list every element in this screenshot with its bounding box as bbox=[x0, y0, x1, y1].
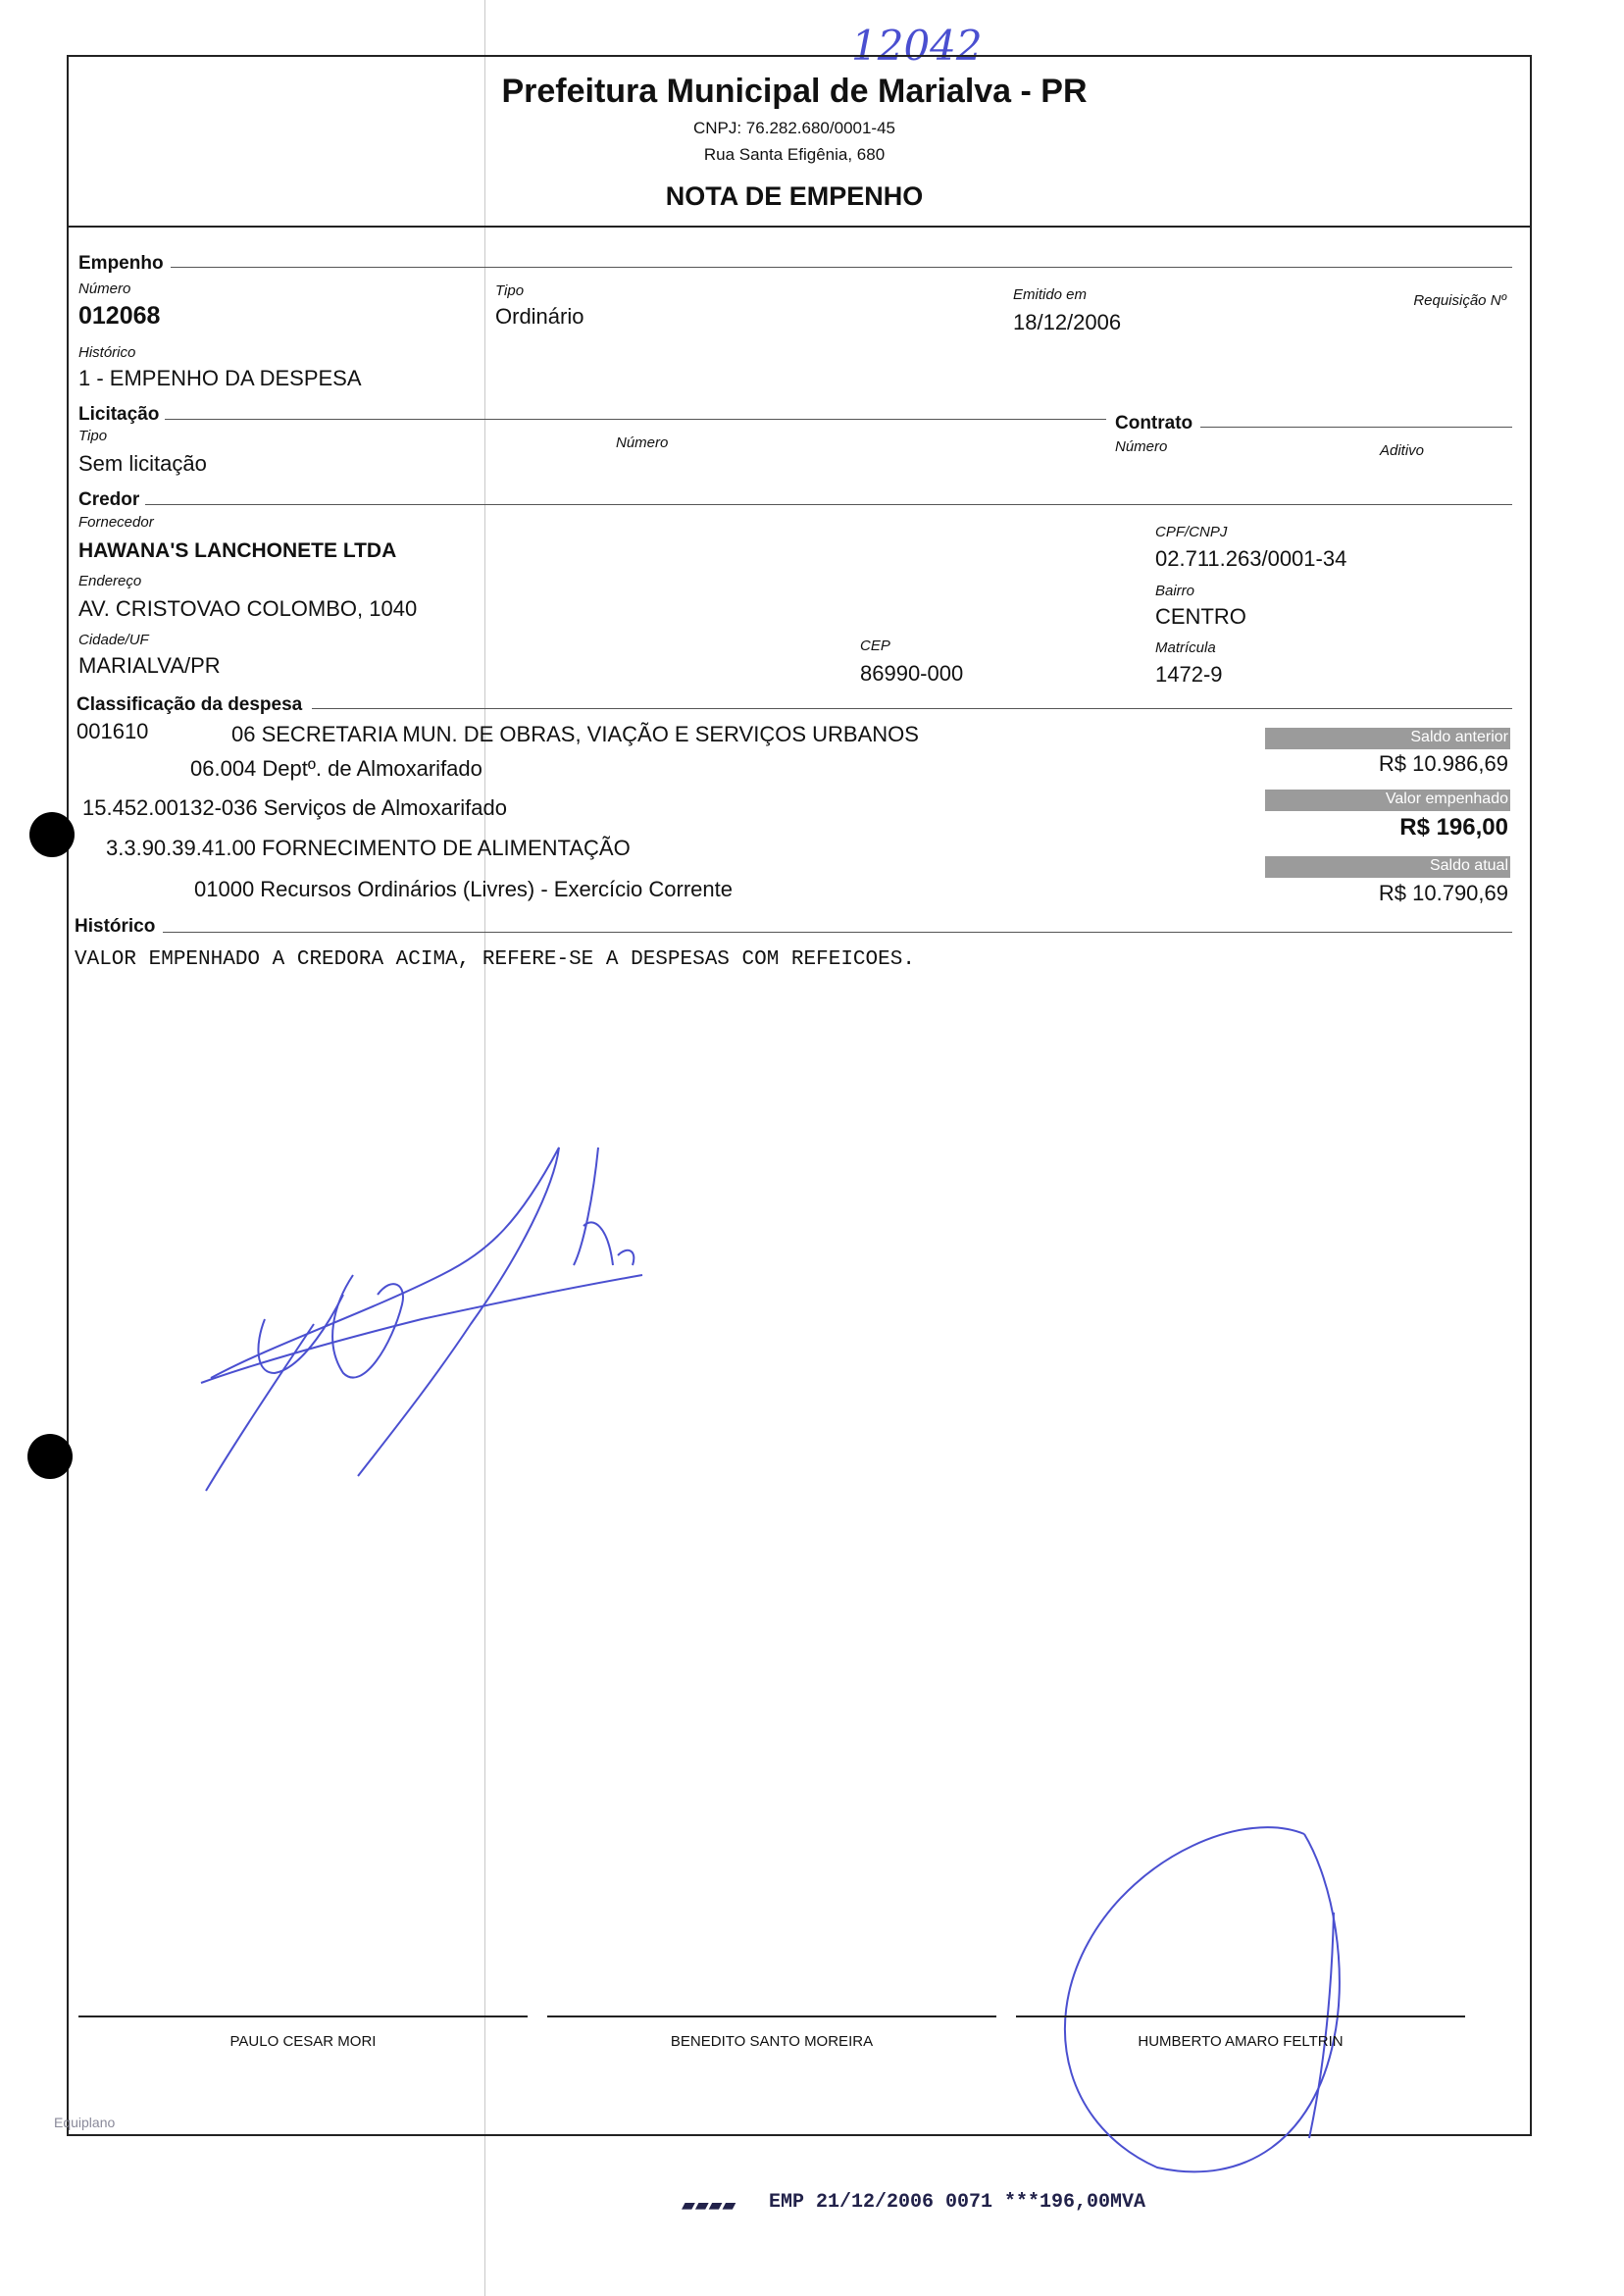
empenho-numero: 012068 bbox=[78, 302, 161, 330]
cnpj-label: CPF/CNPJ bbox=[1155, 524, 1228, 540]
empenho-numero-label: Número bbox=[78, 281, 131, 297]
section-rule bbox=[312, 708, 1512, 709]
section-rule bbox=[171, 267, 1512, 268]
contrato-numero-label: Número bbox=[1115, 438, 1168, 455]
section-empenho: Empenho bbox=[78, 253, 164, 274]
validation-stamp: EMP 21/12/2006 0071 ***196,00MVA bbox=[769, 2191, 1146, 2214]
municipality-title: Prefeitura Municipal de Marialva - PR bbox=[501, 73, 1088, 110]
classificacao-line: 15.452.00132-036 Serviços de Almoxarifado bbox=[82, 795, 507, 820]
section-rule bbox=[145, 504, 1512, 505]
licitacao-numero-label: Número bbox=[616, 434, 669, 451]
punch-hole bbox=[27, 1434, 73, 1479]
fornecedor-label: Fornecedor bbox=[78, 514, 154, 531]
signature-scribble bbox=[196, 1128, 667, 1501]
section-rule bbox=[1200, 427, 1512, 428]
classificacao-line: 06.004 Deptº. de Almoxarifado bbox=[190, 756, 482, 781]
contrato-aditivo-label: Aditivo bbox=[1380, 442, 1425, 459]
section-licitacao: Licitação bbox=[78, 404, 160, 425]
cidade-label: Cidade/UF bbox=[78, 632, 149, 648]
section-historico: Histórico bbox=[75, 916, 156, 937]
signatory-name: PAULO CESAR MORI bbox=[229, 2033, 377, 2050]
requisicao-label: Requisição Nº bbox=[1413, 292, 1506, 309]
matricula-label: Matrícula bbox=[1155, 639, 1216, 656]
section-contrato: Contrato bbox=[1115, 413, 1193, 434]
cep-label: CEP bbox=[860, 638, 890, 654]
municipality-cnpj: CNPJ: 76.282.680/0001-45 bbox=[692, 119, 896, 137]
saldo-atual-value: R$ 10.790,69 bbox=[1378, 881, 1508, 905]
empenho-historico: 1 - EMPENHO DA DESPESA bbox=[78, 366, 362, 390]
section-classificacao: Classificação da despesa bbox=[76, 694, 303, 715]
saldo-anterior-label: Saldo anterior bbox=[1410, 729, 1508, 745]
section-credor: Credor bbox=[78, 489, 140, 510]
signature-line bbox=[1016, 2015, 1465, 2017]
signature-line bbox=[78, 2015, 528, 2017]
punch-hole bbox=[29, 812, 75, 857]
classificacao-line: 3.3.90.39.41.00 FORNECIMENTO DE ALIMENTAÇÃO bbox=[106, 836, 631, 860]
signature-line bbox=[547, 2015, 996, 2017]
header-divider bbox=[67, 226, 1532, 228]
endereco-label: Endereço bbox=[78, 573, 142, 589]
credor-cep: 86990-000 bbox=[860, 661, 964, 686]
empenho-historico-label: Histórico bbox=[78, 344, 136, 361]
fornecedor-name: HAWANA'S LANCHONETE LTDA bbox=[78, 539, 397, 562]
bairro-label: Bairro bbox=[1155, 583, 1195, 599]
saldo-anterior-value: R$ 10.986,69 bbox=[1378, 751, 1508, 776]
software-label: Equiplano bbox=[54, 2115, 116, 2130]
signatory-name: BENEDITO SANTO MOREIRA bbox=[670, 2033, 874, 2050]
empenho-tipo-label: Tipo bbox=[495, 282, 525, 299]
credor-endereco: AV. CRISTOVAO COLOMBO, 1040 bbox=[78, 596, 418, 621]
licitacao-tipo-label: Tipo bbox=[78, 428, 108, 444]
signature-scribble bbox=[1020, 1814, 1353, 2187]
valor-empenhado-label: Valor empenhado bbox=[1385, 791, 1508, 807]
signatory-name: HUMBERTO AMARO FELTRIN bbox=[1138, 2033, 1344, 2050]
emitido-date: 18/12/2006 bbox=[1013, 310, 1122, 334]
credor-cidade: MARIALVA/PR bbox=[78, 653, 221, 678]
credor-bairro: CENTRO bbox=[1155, 604, 1246, 629]
emitido-label: Emitido em bbox=[1013, 286, 1088, 303]
document-title: NOTA DE EMPENHO bbox=[665, 181, 924, 211]
empenho-tipo: Ordinário bbox=[495, 304, 584, 329]
handwritten-number: 12042 bbox=[851, 22, 983, 70]
classificacao-code: 001610 bbox=[76, 719, 149, 743]
historico-text: VALOR EMPENHADO A CREDORA ACIMA, REFERE-SE A DESPESAS COM REFEICOES. bbox=[75, 948, 915, 971]
saldo-atual-label: Saldo atual bbox=[1429, 857, 1508, 874]
valor-empenhado-value: R$ 196,00 bbox=[1399, 814, 1508, 841]
section-rule bbox=[165, 419, 1106, 420]
classificacao-line: 06 SECRETARIA MUN. DE OBRAS, VIAÇÃO E SERVIÇOS URBANOS bbox=[231, 722, 919, 746]
credor-cnpj: 02.711.263/0001-34 bbox=[1155, 546, 1347, 571]
section-rule bbox=[163, 932, 1512, 933]
classificacao-line: 01000 Recursos Ordinários (Livres) - Exercício Corrente bbox=[194, 877, 733, 901]
credor-matricula: 1472-9 bbox=[1155, 662, 1223, 687]
stamp-mark-icon: ▰▰▰▰ bbox=[682, 2195, 736, 2215]
licitacao-tipo: Sem licitação bbox=[78, 451, 207, 476]
municipality-address: Rua Santa Efigênia, 680 bbox=[703, 145, 886, 164]
